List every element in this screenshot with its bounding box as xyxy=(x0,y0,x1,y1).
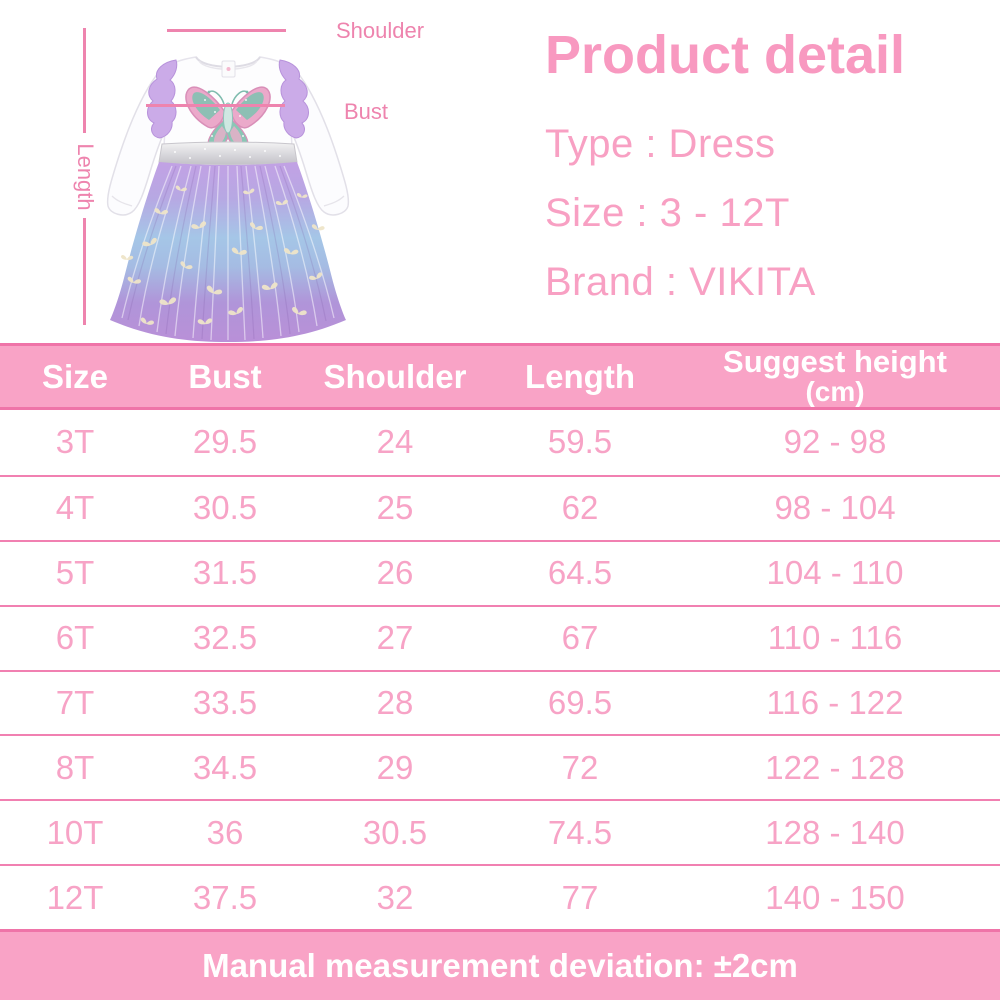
table-row-5t xyxy=(0,540,1000,605)
column-header-shoulder: Shoulder xyxy=(323,357,467,395)
product-size-line: Size : 3 - 12T xyxy=(545,191,790,235)
table-cell: 69.5 xyxy=(547,684,613,721)
table-row-3t xyxy=(0,410,1000,475)
table-row-6t xyxy=(0,605,1000,670)
table-cell: 128 - 140 xyxy=(765,813,905,851)
table-row-12t xyxy=(0,864,1000,929)
table-cell: 140 - 150 xyxy=(765,878,905,916)
shoulder-label: Shoulder xyxy=(336,18,425,43)
table-cell: 37.5 xyxy=(192,878,258,916)
table-cell: 116 - 122 xyxy=(766,684,904,721)
table-cell: 33.5 xyxy=(192,684,258,721)
table-cell: 32.5 xyxy=(192,619,258,657)
table-row-10t xyxy=(0,799,1000,864)
table-cell: 31.5 xyxy=(192,554,258,592)
table-cell: 28 xyxy=(376,684,414,721)
shoulder-measure-line xyxy=(167,29,286,32)
product-detail-title: Product detail xyxy=(545,25,906,85)
table-cell: 34.5 xyxy=(192,748,258,786)
table-cell: 77 xyxy=(561,878,599,916)
product-brand-line: Brand : VIKITA xyxy=(545,260,816,304)
length-label: Length xyxy=(73,143,98,211)
measurement-note: Manual measurement deviation: ±2cm xyxy=(202,947,798,984)
table-cell: 64.5 xyxy=(547,554,613,592)
column-header-bust: Bust xyxy=(188,357,262,395)
product-figure xyxy=(0,0,520,343)
measurement-note-bar xyxy=(0,929,1000,1000)
table-cell: 12T xyxy=(46,878,104,916)
table-row-8t xyxy=(0,734,1000,799)
column-header-length: Length xyxy=(525,357,635,395)
table-cell: 67 xyxy=(561,619,599,657)
size-table-header xyxy=(0,343,1000,410)
table-cell: 30.5 xyxy=(192,489,258,527)
column-header-size: Size xyxy=(41,357,109,395)
table-cell: 7T xyxy=(55,684,95,721)
table-cell: 3T xyxy=(55,423,95,461)
table-cell: 92 - 98 xyxy=(783,423,887,461)
table-cell: 6T xyxy=(55,619,95,657)
table-cell: 62 xyxy=(561,489,599,527)
table-cell: 24 xyxy=(376,423,414,461)
table-cell: 5T xyxy=(55,554,95,592)
bust-label: Bust xyxy=(344,99,389,124)
table-cell: 27 xyxy=(376,619,414,657)
table-cell: 36 xyxy=(206,813,244,851)
table-cell: 122 - 128 xyxy=(765,748,905,786)
product-type-line: Type : Dress xyxy=(545,122,776,166)
table-cell: 32 xyxy=(376,878,414,916)
table-cell: 4T xyxy=(55,489,95,527)
product-detail xyxy=(545,25,995,304)
table-cell: 26 xyxy=(376,554,414,592)
table-cell: 110 - 116 xyxy=(767,619,903,657)
table-cell: 74.5 xyxy=(547,813,613,851)
table-cell: 29.5 xyxy=(192,423,258,461)
table-cell: 29 xyxy=(376,748,414,786)
table-cell: 98 - 104 xyxy=(774,489,896,527)
length-measure-line-bottom xyxy=(83,218,86,325)
table-cell: 104 - 110 xyxy=(766,554,904,592)
table-cell: 59.5 xyxy=(547,423,613,461)
table-cell: 72 xyxy=(561,748,599,786)
table-cell: 30.5 xyxy=(362,813,428,851)
table-row-7t xyxy=(0,670,1000,735)
table-cell: 25 xyxy=(376,489,414,527)
bust-measure-line xyxy=(146,104,285,107)
column-header-suggest-height: Suggest height (cm) xyxy=(723,344,947,408)
size-table-body xyxy=(0,410,1000,929)
table-cell: 8T xyxy=(55,748,95,786)
table-row-4t xyxy=(0,475,1000,540)
length-measure-line-top xyxy=(83,28,86,133)
table-cell: 10T xyxy=(46,813,104,851)
